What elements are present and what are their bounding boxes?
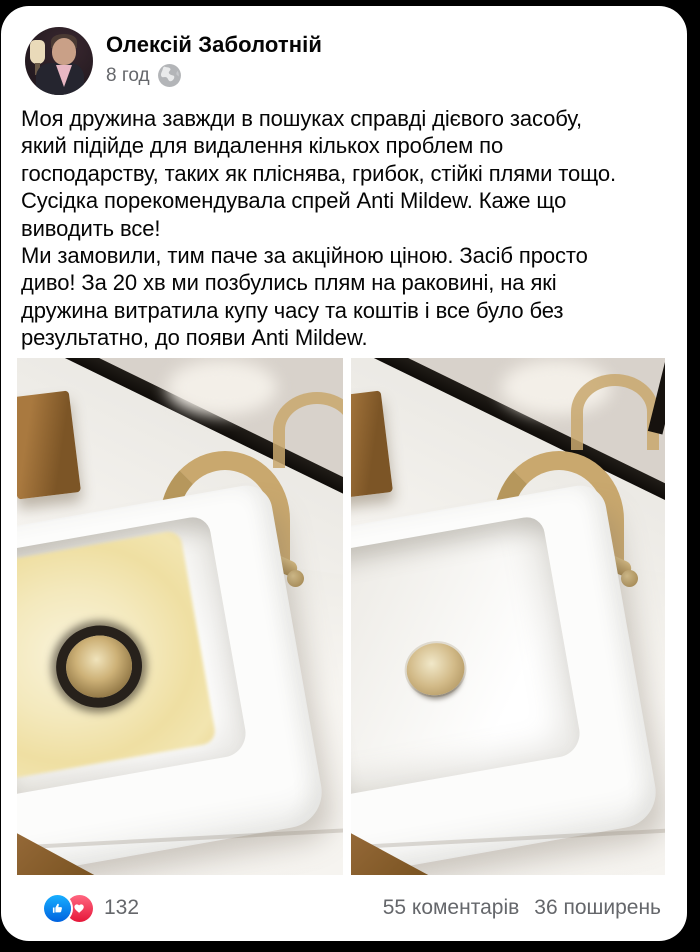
photo-after-clean-sink[interactable]	[351, 358, 665, 875]
comments-count[interactable]: 55 коментарів	[382, 896, 520, 920]
post-text-line: диво! За 20 хв ми позбулись плям на раковині, на які	[21, 270, 557, 296]
drain-cap-clean	[402, 638, 468, 699]
avatar-face-shape	[52, 38, 76, 65]
author-name[interactable]: Олексій Заболотній	[106, 32, 323, 57]
reactions-count[interactable]: 132	[104, 896, 140, 920]
reactions-summary[interactable]	[44, 895, 139, 922]
header-meta	[106, 27, 322, 88]
post-text-line: Моя дружина завжди в пошуках справді дієвого засобу,	[21, 106, 582, 131]
like-reaction-icon[interactable]	[44, 895, 71, 922]
brass-faucet-knob	[621, 570, 638, 587]
globe-icon	[157, 63, 182, 88]
sink-basin-inner	[351, 514, 583, 796]
post-text-line: результатно, до появи Anti Mildew.	[21, 325, 368, 351]
timestamp: 8 год	[106, 64, 150, 86]
post-text-line: Ми замовили, тим паче за акційною ціною. Засіб просто	[21, 243, 588, 269]
photo-before-stained-sink[interactable]	[17, 358, 343, 875]
sink-basin-inner	[17, 514, 249, 796]
avatar[interactable]	[25, 27, 93, 95]
post-text-line: виводить все!	[21, 215, 161, 241]
brass-faucet-knob	[287, 570, 304, 587]
post-text	[1, 95, 687, 352]
avatar-lamp-shape	[30, 40, 45, 64]
post-text-line: який підійде для видалення кількох проблем по	[21, 133, 504, 159]
facebook-post-card	[1, 6, 687, 941]
post-text-line: Сусідка порекомендувала спрей Anti Mildew. Каже що	[21, 188, 567, 214]
photo-grid	[1, 352, 687, 875]
reflection-highlight	[167, 360, 277, 415]
faucet-reflection-shape	[273, 392, 343, 468]
shares-count[interactable]: 36 поширень	[534, 896, 661, 920]
post-footer	[1, 875, 687, 922]
faucet-reflection-shape	[571, 374, 659, 450]
post-text-line: дружина витратила купу часу та коштів і все було без	[21, 297, 564, 323]
post-header	[1, 6, 687, 95]
post-text-line: господарству, таких як пліснява, грибок, стійкі плями тощо.	[21, 160, 617, 186]
